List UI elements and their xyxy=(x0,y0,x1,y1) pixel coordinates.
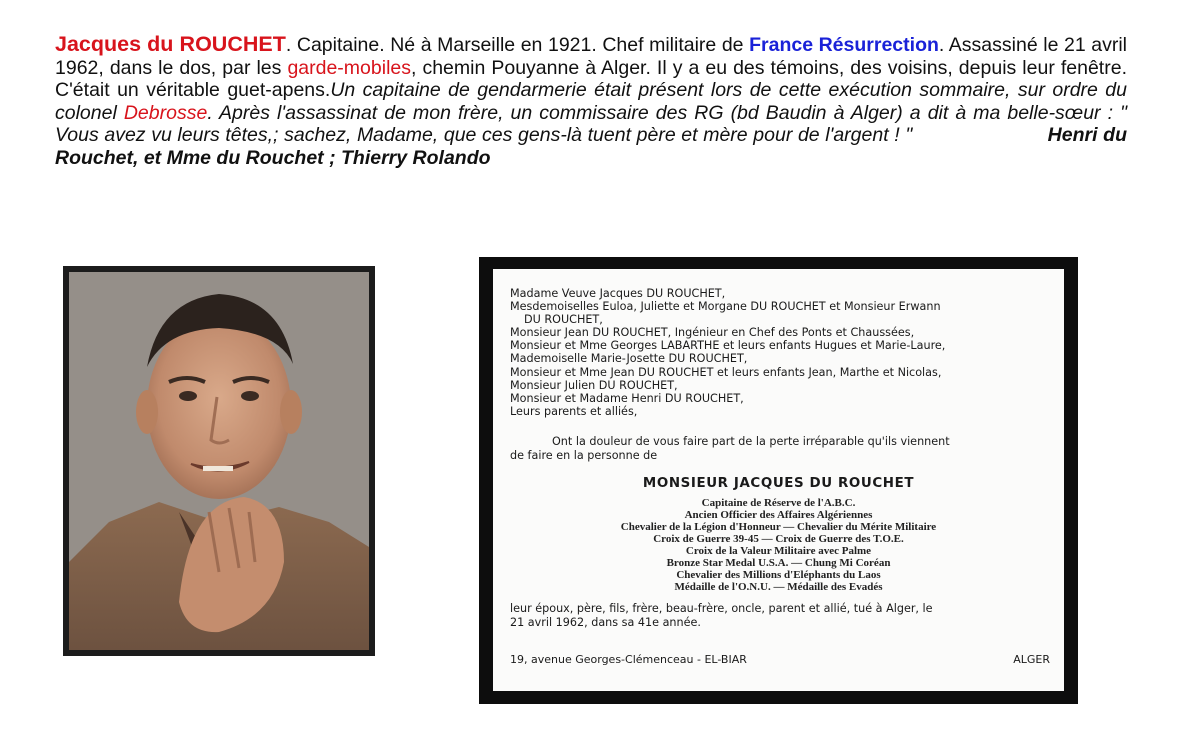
family-line: DU ROUCHET, xyxy=(524,313,603,326)
intro-text-1: . Capitaine. Né à Marseille en 1921. Chef militaire de xyxy=(285,34,750,56)
death-notice-frame xyxy=(479,257,1078,704)
honour-line: Capitaine de Réserve de l'A.B.C. xyxy=(701,497,856,509)
deceased-name: MONSIEUR JACQUES DU ROUCHET xyxy=(642,476,915,491)
intro-text-3: , chemin Pouyanne à Alger. Il y a eu des témoins, des voisins, depuis leur fenêtre. C'était un véritable guet-apens. xyxy=(55,56,1127,102)
honour-line: Ancien Officier des Affaires Algériennes xyxy=(684,509,873,521)
death-notice xyxy=(493,269,1064,691)
honour-line: Médaille de l'O.N.U. — Médaille des Evadés xyxy=(674,581,883,593)
france-resurrection-label: France Résurrection xyxy=(749,34,939,56)
city: ALGER xyxy=(1013,653,1050,666)
family-line: Madame Veuve Jacques DU ROUCHET, xyxy=(510,287,726,300)
photo-frame xyxy=(63,266,375,656)
family-line: Mademoiselle Marie-Josette DU ROUCHET, xyxy=(510,352,748,365)
portrait-photo xyxy=(69,272,369,650)
garde-mobiles-label: garde-mobiles xyxy=(287,56,411,79)
signature: Henri du Rouchet, et Mme du Rouchet ; Thierry Rolando xyxy=(55,124,1127,169)
debrosse-label: Debrosse xyxy=(123,101,208,124)
address: 19, avenue Georges-Clémenceau - EL-BIAR xyxy=(510,653,747,666)
honour-line: Chevalier de la Légion d'Honneur — Chevalier du Mérite Militaire xyxy=(620,521,937,533)
announcement-line: Ont la douleur de vous faire part de la perte irréparable qu'ils viennent xyxy=(552,435,950,448)
announcement-line: de faire en la personne de xyxy=(510,449,658,462)
family-line: Leurs parents et alliés, xyxy=(510,405,638,418)
intro-text-2: . Assassiné le 21 avril 1962, dans le dos, par les xyxy=(55,34,1127,79)
family-line: Monsieur et Mme Georges LABARTHE et leurs enfants Hugues et Marie-Laure, xyxy=(510,339,946,352)
honour-line: Croix de Guerre 39-45 — Croix de Guerre des T.O.E. xyxy=(653,533,904,545)
portrait-illustration xyxy=(69,272,369,650)
closing-line: 21 avril 1962, dans sa 41e année. xyxy=(510,616,701,629)
family-line: Mesdemoiselles Euloa, Juliette et Morgane DU ROUCHET et Monsieur Erwann xyxy=(510,300,941,313)
honour-line: Croix de la Valeur Militaire avec Palme xyxy=(685,545,872,557)
honour-line: Chevalier des Millions d'Eléphants du Laos xyxy=(676,569,881,581)
family-line: Monsieur et Madame Henri DU ROUCHET, xyxy=(510,392,744,405)
family-line: Monsieur Jean DU ROUCHET, Ingénieur en Chef des Ponts et Chaussées, xyxy=(510,326,915,339)
intro-paragraph xyxy=(55,33,1127,170)
person-name: Jacques du ROUCHET xyxy=(55,32,286,56)
honour-line: Bronze Star Medal U.S.A. — Chung Mi Coréan xyxy=(666,557,891,569)
family-line: Monsieur et Mme Jean DU ROUCHET et leurs enfants Jean, Marthe et Nicolas, xyxy=(510,366,942,379)
family-line: Monsieur Julien DU ROUCHET, xyxy=(510,379,678,392)
closing-line: leur époux, père, fils, frère, beau-frère, oncle, parent et allié, tué à Alger, le xyxy=(510,602,933,615)
intro-italic-2: . Après l'assassinat de mon frère, un commissaire des RG (bd Baudin à Alger) a dit à ma belle-sœur : " Vous avez vu leurs têtes,; sachez, Madame, que ces gens-là tuent père et mère pour de l'argent ! " xyxy=(55,101,1127,147)
intro-italic-1: Un capitaine de gendarmerie était présent lors de cette exécution sommaire, sur ordre du colonel xyxy=(55,79,1127,124)
